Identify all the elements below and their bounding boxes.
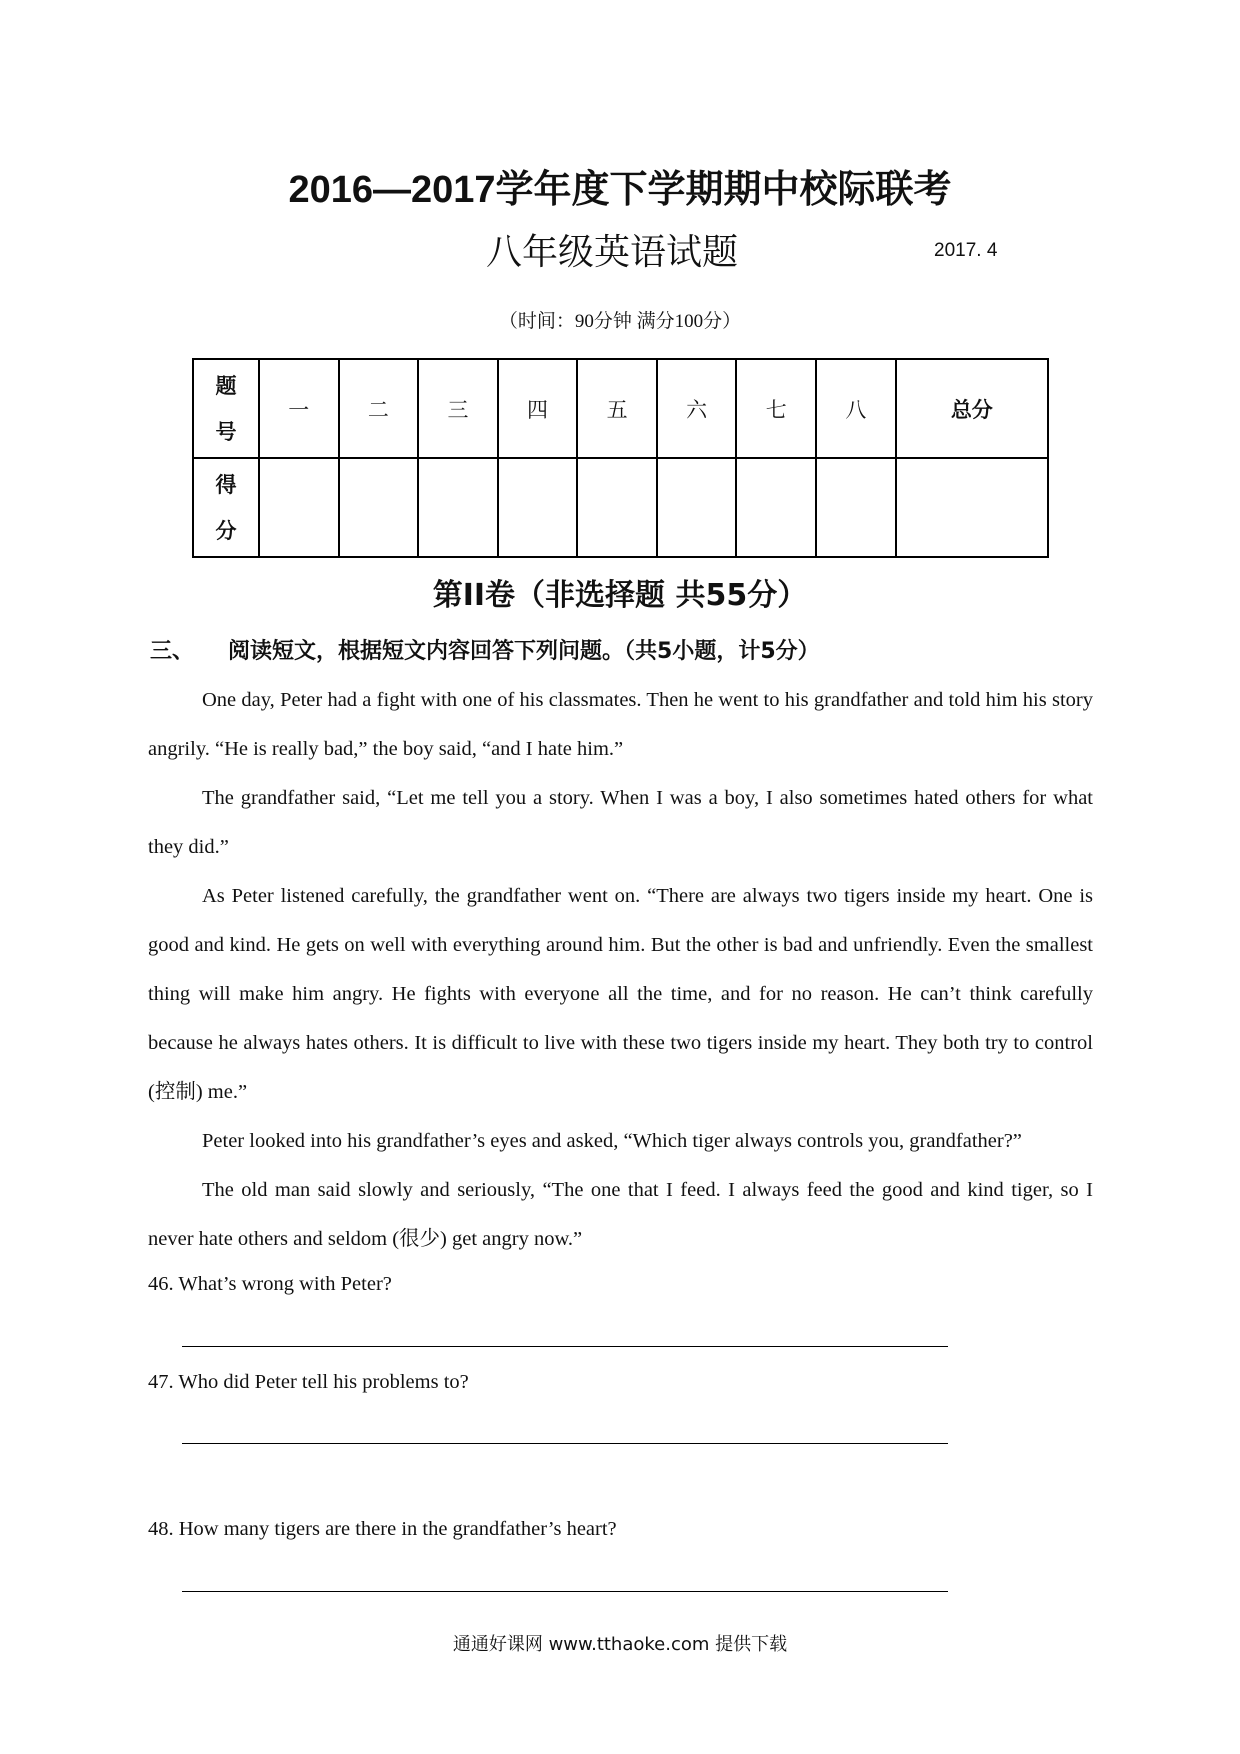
score-cell[interactable] — [418, 458, 498, 557]
score-cell[interactable] — [498, 458, 578, 557]
answer-line-48[interactable] — [182, 1591, 948, 1592]
column-header: 六 — [657, 359, 737, 458]
passage-paragraph: As Peter listened carefully, the grandfather went on. “There are always two tigers inside my heart. One is good and kind. He gets on well with everything around him. But the other is bad and unfriendly. Even the smallest thing will make him angry. He fights with everyone all the time, and for no reason. He can’t think carefully because he always hates others. It is difficult to live with these two tigers inside my heart. They both try to control (控制) me.” — [148, 885, 1093, 1103]
question-46: 46. What’s wrong with Peter? — [148, 1273, 392, 1295]
column-header: 八 — [816, 359, 896, 458]
answer-line-46[interactable] — [182, 1346, 948, 1347]
column-header: 二 — [339, 359, 419, 458]
question-48: 48. How many tigers are there in the grandfather’s heart? — [148, 1518, 617, 1540]
score-cell[interactable] — [736, 458, 816, 557]
score-cell[interactable] — [896, 458, 1048, 557]
score-cell[interactable] — [339, 458, 419, 557]
column-header-total: 总分 — [896, 359, 1048, 458]
exam-date: 2017. 4 — [934, 240, 998, 261]
passage-paragraph: One day, Peter had a fight with one of his classmates. Then he went to his grandfather and told him his story angrily. “He is really bad,” the boy said, “and I hate him.” — [148, 689, 1093, 760]
exam-title: 2016—2017学年度下学期期中校际联考 — [288, 169, 952, 211]
question-number-label: 题 号 — [193, 359, 259, 458]
part-title: 第II卷（非选择题 共55分） — [432, 578, 808, 613]
score-label: 得 分 — [193, 458, 259, 557]
score-cell[interactable] — [657, 458, 737, 557]
passage-paragraph: Peter looked into his grandfather’s eyes and asked, “Which tiger always controls you, grandfather?” — [202, 1130, 1022, 1152]
section-instruction: 阅读短文，根据短文内容回答下列问题。（共5小题，计5分） — [228, 639, 820, 664]
footer-source: 通通好课网 www.tthaoke.com 提供下载 — [452, 1634, 788, 1655]
section-number: 三、 — [150, 639, 195, 664]
exam-subtitle: 八年级英语试题 — [486, 232, 739, 273]
column-header: 七 — [736, 359, 816, 458]
section-heading — [150, 634, 820, 665]
time-score-info: （时间：90分钟 满分100分） — [498, 311, 742, 332]
column-header: 三 — [418, 359, 498, 458]
score-cell[interactable] — [577, 458, 657, 557]
column-header: 四 — [498, 359, 578, 458]
question-47: 47. Who did Peter tell his problems to? — [148, 1371, 469, 1393]
column-header: 五 — [577, 359, 657, 458]
score-row — [193, 458, 1048, 557]
column-header: 一 — [259, 359, 339, 458]
passage-paragraph: The old man said slowly and seriously, “The one that I feed. I always feed the good and kind tiger, so I never hate others and seldom (很少) get angry now.” — [148, 1179, 1093, 1250]
score-table — [192, 358, 1049, 558]
answer-line-47[interactable] — [182, 1443, 948, 1444]
score-cell[interactable] — [259, 458, 339, 557]
passage-paragraph: The grandfather said, “Let me tell you a story. When I was a boy, I also sometimes hated others for what they did.” — [148, 787, 1093, 858]
question-number-row — [193, 359, 1048, 458]
score-cell[interactable] — [816, 458, 896, 557]
